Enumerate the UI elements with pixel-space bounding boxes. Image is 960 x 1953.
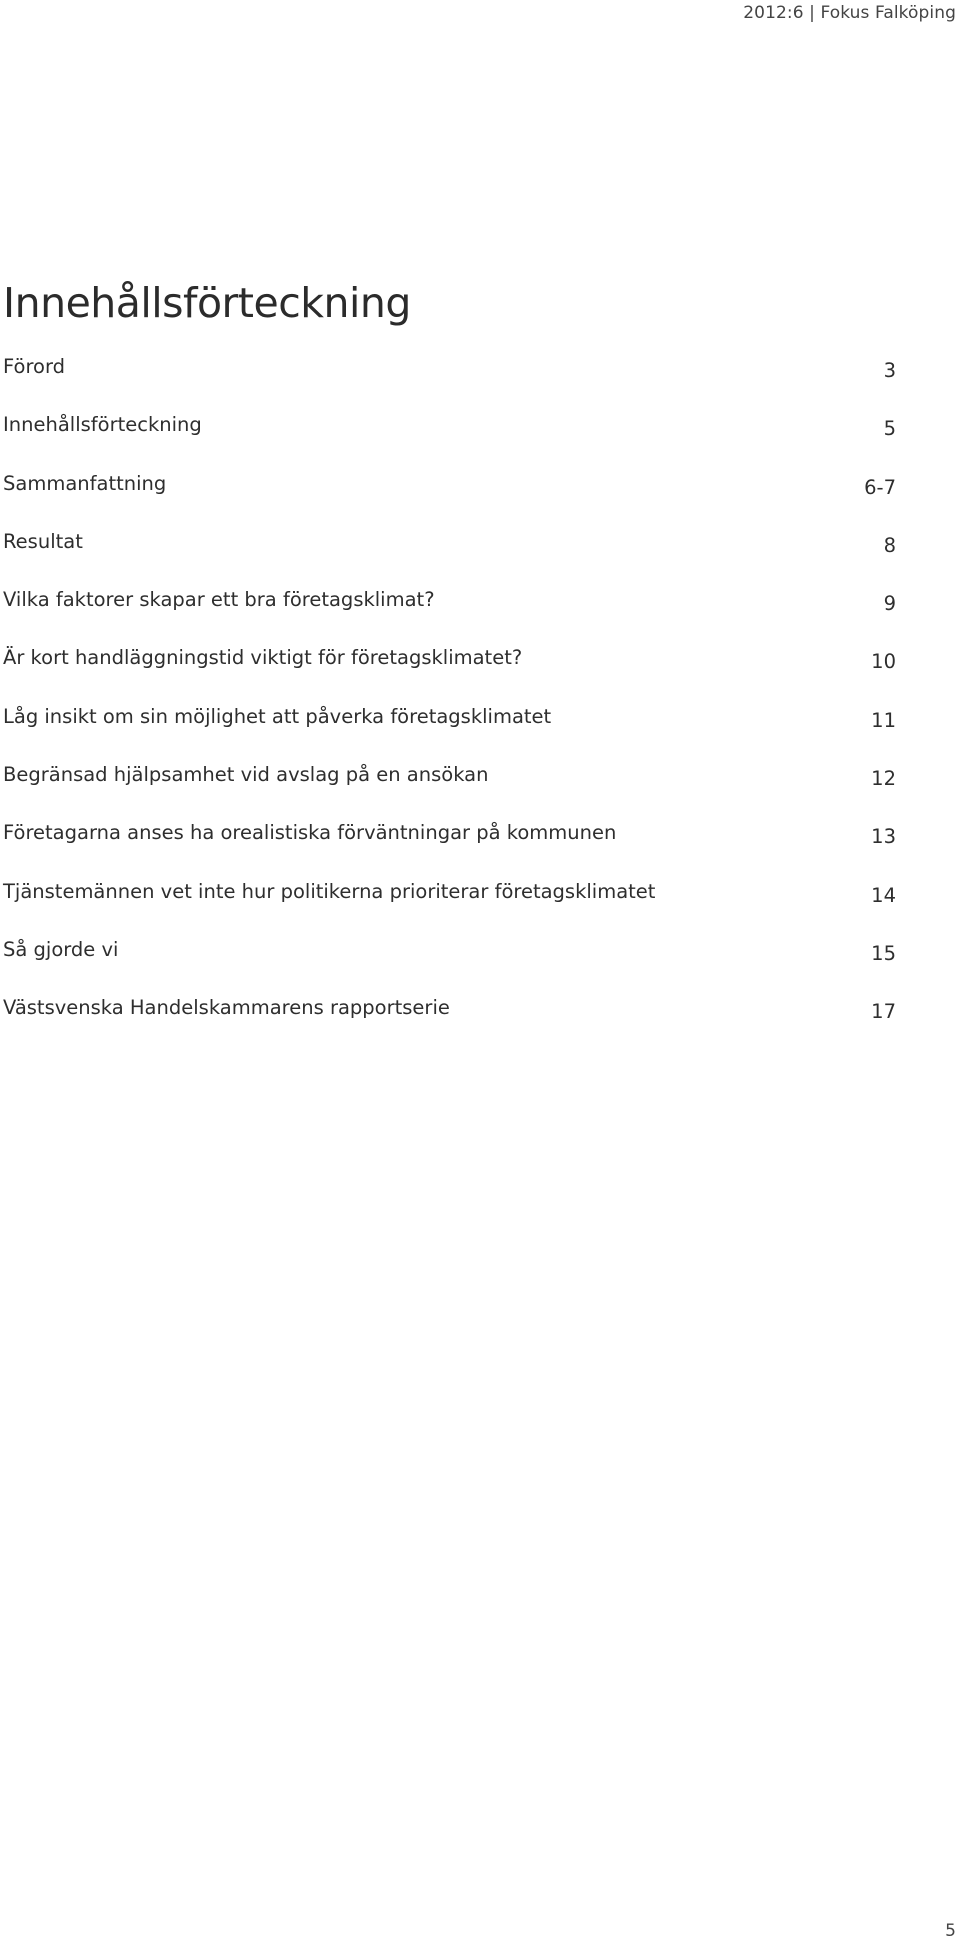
page-number: 5 bbox=[945, 1921, 956, 1941]
toc-entry-label: Sammanfattning bbox=[3, 471, 167, 495]
running-header: 2012:6 | Fokus Falköping bbox=[743, 3, 956, 23]
toc-entry-page: 9 bbox=[883, 592, 896, 616]
toc-entry-label: Vilka faktorer skapar ett bra företagsklimat? bbox=[3, 588, 435, 612]
toc-entry-resultat[interactable] bbox=[3, 529, 896, 587]
toc-entry-label: Förord bbox=[3, 355, 66, 378]
toc-entry-label: Företagarna anses ha orealistiska förväntningar på kommunen bbox=[3, 821, 617, 845]
toc-entry-sa-gjorde-vi[interactable] bbox=[3, 937, 896, 995]
page-title: Innehållsförteckning bbox=[3, 279, 411, 327]
toc-entry-page: 10 bbox=[871, 650, 896, 674]
toc-entry-vilka-faktorer[interactable] bbox=[3, 587, 896, 645]
toc-entry-page: 15 bbox=[871, 941, 896, 965]
toc-entry-begransad-hjalpsamhet[interactable] bbox=[3, 762, 896, 820]
toc-entry-page: 3 bbox=[883, 359, 896, 382]
toc-entry-label: Så gjorde vi bbox=[3, 937, 119, 961]
toc-entry-label: Är kort handläggningstid viktigt för företagsklimatet? bbox=[3, 646, 523, 670]
toc-entry-rapportserie[interactable] bbox=[3, 995, 896, 1053]
toc-entry-innehallsforteckning[interactable] bbox=[3, 412, 896, 470]
toc-entry-label: Resultat bbox=[3, 529, 83, 553]
toc-entry-page: 17 bbox=[871, 1000, 896, 1024]
toc-entry-label: Innehållsförteckning bbox=[3, 413, 202, 437]
toc-entry-page: 11 bbox=[871, 708, 896, 732]
toc-entry-page: 5 bbox=[883, 417, 896, 441]
toc-entry-lag-insikt[interactable] bbox=[3, 704, 896, 762]
toc-entry-forord[interactable] bbox=[3, 354, 896, 412]
table-of-contents bbox=[3, 354, 896, 1054]
toc-entry-label: Tjänstemännen vet inte hur politikerna prioriterar företagsklimatet bbox=[3, 879, 656, 903]
toc-entry-tjanstemannen[interactable] bbox=[3, 879, 896, 937]
toc-entry-label: Begränsad hjälpsamhet vid avslag på en ansökan bbox=[3, 763, 489, 787]
toc-entry-handlaggningstid[interactable] bbox=[3, 645, 896, 703]
toc-entry-orealistiska-forvantningar[interactable] bbox=[3, 820, 896, 878]
toc-entry-page: 13 bbox=[871, 825, 896, 849]
toc-entry-page: 14 bbox=[871, 883, 896, 907]
toc-entry-label: Västsvenska Handelskammarens rapportserie bbox=[3, 996, 450, 1020]
toc-entry-label: Låg insikt om sin möjlighet att påverka företagsklimatet bbox=[3, 704, 552, 728]
toc-entry-page: 12 bbox=[871, 767, 896, 791]
toc-entry-sammanfattning[interactable] bbox=[3, 471, 896, 529]
toc-entry-page: 8 bbox=[883, 533, 896, 557]
toc-entry-page: 6-7 bbox=[864, 475, 896, 499]
